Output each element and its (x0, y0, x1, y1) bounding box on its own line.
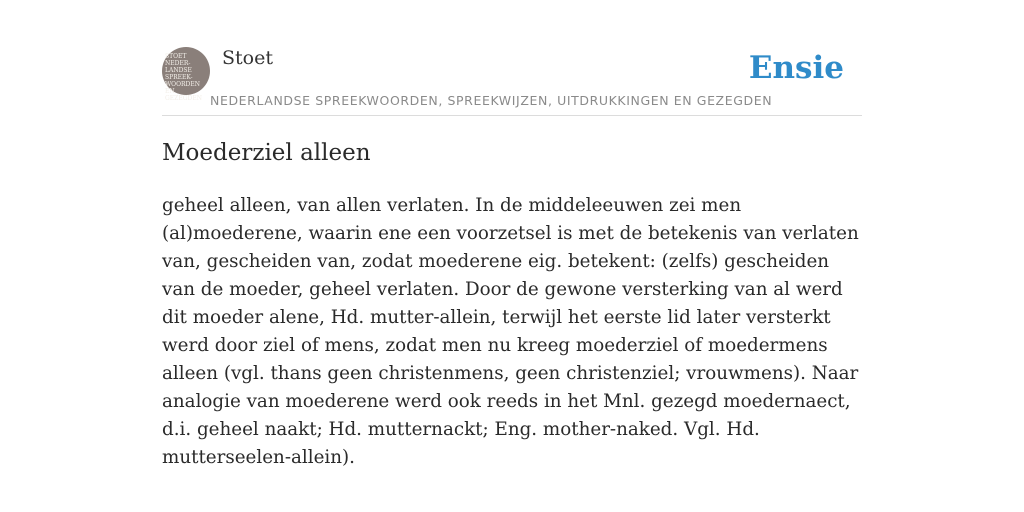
ensie-logo[interactable]: Ensie (748, 50, 844, 86)
author-name[interactable]: Stoet (222, 47, 273, 69)
entry-title: Moederziel alleen (162, 140, 371, 166)
source-subtitle: NEDERLANDSE SPREEKWOORDEN, SPREEKWIJZEN, UITDRUKKINGEN EN GEZEGDEN (210, 93, 773, 108)
avatar-text: STOET NEDER- LANDSE SPREEK- WOORDEN EN GEZEGDEN (165, 53, 202, 102)
book-cover-avatar[interactable] (162, 47, 210, 102)
header (162, 44, 862, 116)
entry-definition: geheel alleen, van allen verlaten. In de middeleeuwen zei men (al)moederene, waarin ene een voorzetsel is met de betekenis van verlaten van, gescheiden van, zodat moederene eig. betekent: (zelfs) gescheiden van de moeder, geheel verlaten. Door de gewone versterking van al werd dit moeder alene, Hd. mutter-allein, terwijl het eerste lid later versterkt werd door ziel of mens, zodat men nu kreeg moederziel of moedermens alleen (vgl. thans geen christenmens, geen christenziel; vrouwmens). Naar analogie van moederene werd ook reeds in het Mnl. gezegd moedernaect, d.i. geheel naakt; Hd. mutternackt; Eng. mother-naked. Vgl. Hd. mutterseelen-allein). (162, 195, 859, 468)
